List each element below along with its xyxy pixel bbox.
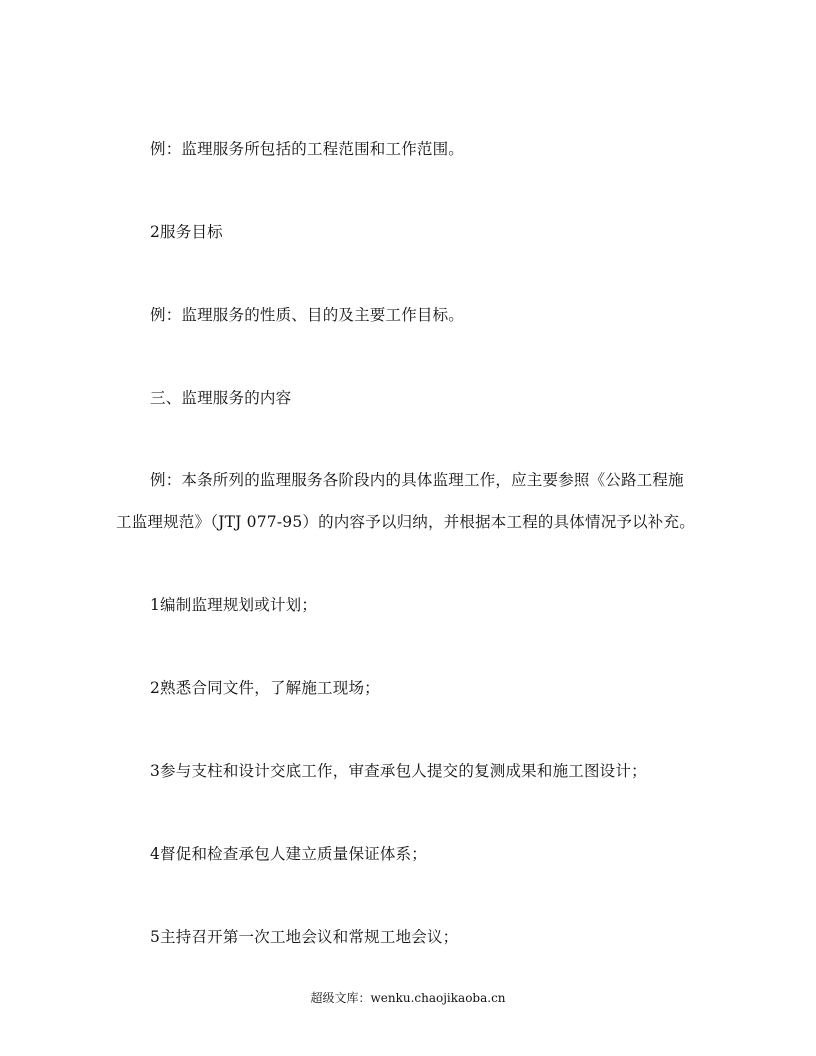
list-item-4: 4督促和检查承包人建立质量保证体系； bbox=[150, 845, 427, 863]
list-item-3: 3参与支柱和设计交底工作，审查承包人提交的复测成果和施工图设计； bbox=[150, 762, 647, 780]
heading-service-content: 三、监理服务的内容 bbox=[150, 389, 292, 407]
paragraph-content-example-line2: 工监理规范》（JTJ 077-95）的内容予以归纳，并根据本工程的具体情况予以补充。 bbox=[116, 513, 695, 531]
paragraph-content-example-line1: 例：本条所列的监理服务各阶段内的具体监理工作，应主要参照《公路工程施 bbox=[150, 471, 684, 489]
paragraph-goal-example: 例：监理服务的性质、目的及主要工作目标。 bbox=[150, 306, 465, 324]
list-item-5: 5主持召开第一次工地会议和常规工地会议； bbox=[150, 928, 459, 946]
heading-service-goal: 2服务目标 bbox=[150, 223, 223, 241]
page-footer: 超级文库：wenku.chaojikaoba.cn bbox=[310, 991, 506, 1005]
list-item-2: 2熟悉合同文件，了解施工现场； bbox=[150, 679, 380, 697]
list-item-1: 1编制监理规划或计划； bbox=[150, 596, 318, 614]
paragraph-scope-example: 例：监理服务所包括的工程范围和工作范围。 bbox=[150, 140, 465, 158]
